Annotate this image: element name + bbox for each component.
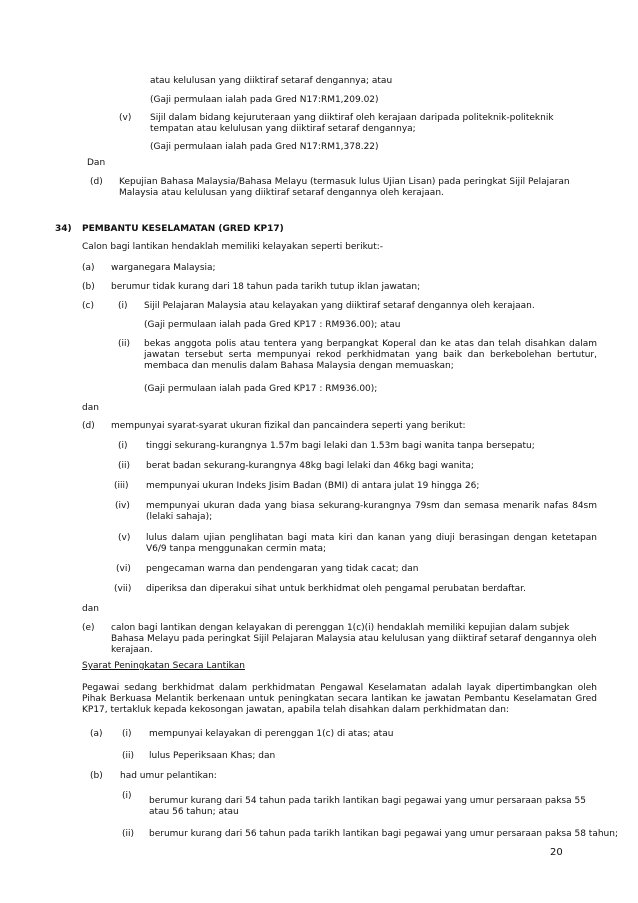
item-text: berumur tidak kurang dari 18 tahun pada tarikh tutup iklan jawatan; — [111, 282, 421, 292]
item-number: (ii) — [118, 339, 131, 349]
item-number: (a) — [82, 263, 95, 273]
item-number: (v) — [119, 113, 132, 123]
conjunction: Dan — [87, 158, 106, 168]
item-number: (iii) — [114, 481, 129, 491]
item-text: calon bagi lantikan dengan kelayakan di perenggan 1(c)(i) hendaklah memiliki kepujian dalam subjek Bahasa Melayu pada peringkat Sijil Pelajaran Malaysia atau kelulusan yang diiktiraf setaraf dengannya oleh kerajaan. — [111, 623, 597, 655]
item-text: mempunyai ukuran dada yang biasa sekurang-kurangnya 79sm dan semasa menarik nafas 84sm (lelaki sahaja); — [146, 501, 597, 522]
item-text: mempunyai syarat-syarat ukuran fizikal dan pancaindera seperti yang berikut: — [111, 421, 466, 431]
item-text: berat badan sekurang-kurangnya 48kg bagi lelaki dan 46kg bagi wanita; — [146, 461, 474, 471]
item-text: had umur pelantikan: — [120, 771, 217, 781]
item-text: mempunyai ukuran Indeks Jisim Badan (BMI) di antara julat 19 hingga 26; — [146, 481, 480, 491]
item-text: warganegara Malaysia; — [111, 263, 216, 273]
item-number: (e) — [82, 623, 95, 633]
conjunction: dan — [82, 403, 99, 413]
item-text: Sijil Pelajaran Malaysia atau kelayakan yang diiktiraf setaraf dengannya oleh kerajaan. — [144, 301, 535, 311]
item-text: lulus dalam ujian penglihatan bagi mata kiri dan kanan yang diuji berasingan dengan ketetapan V6/9 tanpa menggunakan cermin mata; — [146, 533, 597, 554]
item-number: (ii) — [122, 751, 135, 761]
item-text: berumur kurang dari 54 tahun pada tarikh lantikan bagi pegawai yang umur persaraan paksa 55 atau 56 tahun; atau — [149, 796, 586, 817]
salary-note: (Gaji permulaan ialah pada Gred N17:RM1,378.22) — [150, 142, 379, 152]
item-number: (d) — [82, 421, 95, 431]
item-number: (vii) — [114, 584, 132, 594]
item-number: (i) — [118, 301, 128, 311]
text-line: atau kelulusan yang diiktiraf setaraf dengannya; atau — [150, 76, 393, 86]
subsection-title: Syarat Peningkatan Secara Lantikan — [82, 661, 245, 671]
item-number: (d) — [90, 177, 103, 187]
intro-text: Calon bagi lantikan hendaklah memiliki kelayakan seperti berikut:- — [82, 242, 384, 252]
item-number: (a) — [90, 729, 103, 739]
section-title: PEMBANTU KESELAMATAN (GRED KP17) — [82, 224, 284, 234]
item-text: berumur kurang dari 56 tahun pada tarikh lantikan bagi pegawai yang umur persaraan paksa 58 tahun; — [149, 829, 618, 839]
item-text: Kepujian Bahasa Malaysia/Bahasa Melayu (termasuk lulus Ujian Lisan) pada peringkat Sijil Pelajaran Malaysia atau kelulusan yang diiktiraf setaraf dengannya oleh kerajaan. — [119, 177, 570, 198]
salary-note: (Gaji permulaan ialah pada Gred KP17 : RM936.00); — [144, 384, 378, 394]
item-number: (b) — [82, 282, 95, 292]
item-number: (i) — [118, 441, 128, 451]
item-text: mempunyai kelayakan di perenggan 1(c) di atas; atau — [149, 729, 394, 739]
section-number: 34) — [55, 224, 72, 234]
conjunction: dan — [82, 604, 99, 614]
item-text: Sijil dalam bidang kejuruteraan yang diiktiraf oleh kerajaan daripada politeknik-politeknik tempatan atau kelulusan yang diiktiraf setaraf dengannya; — [150, 113, 554, 134]
item-number: (v) — [118, 533, 131, 543]
item-number: (ii) — [122, 829, 135, 839]
item-text: lulus Peperiksaan Khas; dan — [149, 751, 276, 761]
paragraph: Pegawai sedang berkhidmat dalam perkhidmatan Pengawal Keselamatan adalah layak dipertimbangkan oleh Pihak Berkuasa Melantik berkenaan untuk peningkatan secara lantikan ke jawatan Pembantu Keselamatan Gred KP17, tertakluk kepada kekosongan jawatan, apabila telah disahkan dalam perkhidmatan dan: — [82, 683, 597, 715]
salary-note: (Gaji permulaan ialah pada Gred KP17 : RM936.00); atau — [144, 320, 401, 330]
item-number: (b) — [90, 771, 103, 781]
item-number: (i) — [122, 729, 132, 739]
item-number: (vi) — [116, 564, 131, 574]
salary-note: (Gaji permulaan ialah pada Gred N17:RM1,209.02) — [150, 95, 379, 105]
item-number: (c) — [82, 301, 94, 311]
item-text: tinggi sekurang-kurangnya 1.57m bagi lelaki dan 1.53m bagi wanita tanpa bersepatu; — [146, 441, 535, 451]
item-text: bekas anggota polis atau tentera yang berpangkat Koperal dan ke atas dan telah disahkan dalam jawatan tersebut serta mempunyai rekod perkhidmatan yang baik dan berkebolehan bertutur, membaca dan menulis dalam Bahasa Malaysia dengan memuaskan; — [144, 339, 597, 371]
item-text: pengecaman warna dan pendengaran yang tidak cacat; dan — [146, 564, 419, 574]
item-number: (i) — [122, 791, 132, 801]
page-number: 20 — [550, 847, 563, 858]
item-text: diperiksa dan diperakui sihat untuk berkhidmat oleh pengamal perubatan berdaftar. — [146, 584, 526, 594]
item-number: (ii) — [118, 461, 131, 471]
item-number: (iv) — [115, 501, 130, 511]
